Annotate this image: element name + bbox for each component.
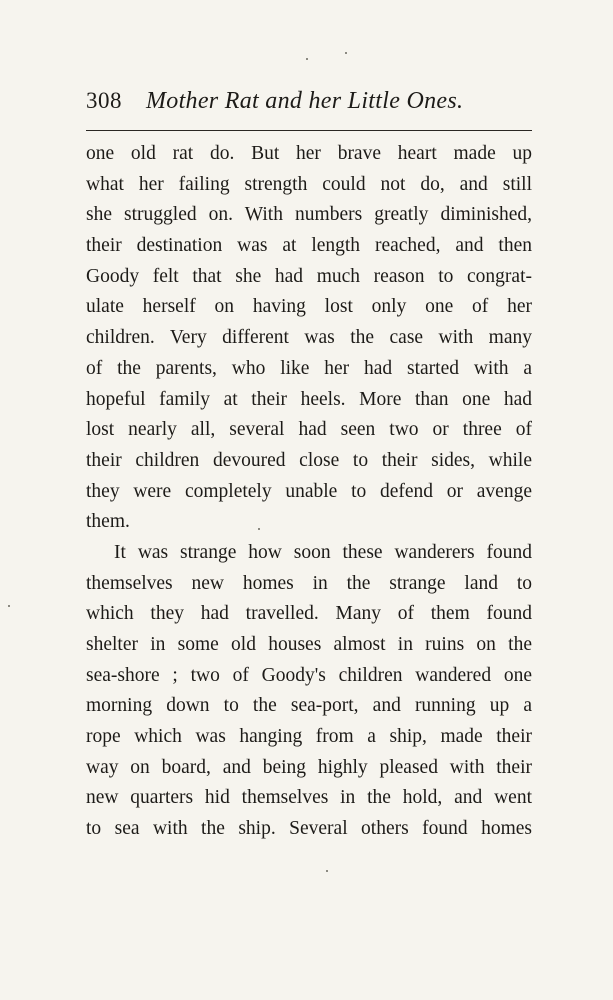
- text-line: Goody felt that she had much reason to congrat-: [86, 265, 532, 287]
- text-line: their destination was at length reached, and then: [86, 235, 532, 257]
- text-line: children. Very different was the case with many: [86, 327, 532, 349]
- paper-speck: [326, 870, 328, 872]
- text-line: their children devoured close to their sides, while: [86, 449, 532, 471]
- text-line: hopeful family at their heels. More than one had: [86, 388, 532, 410]
- paragraph-1: [86, 139, 532, 538]
- running-head: [86, 86, 532, 126]
- header-rule: [86, 130, 532, 131]
- paper-speck: [258, 528, 260, 530]
- paragraph-2: [86, 538, 532, 845]
- text-line: to sea with the ship. Several others found homes: [86, 818, 532, 840]
- text-line: themselves new homes in the strange land to: [86, 572, 532, 594]
- paper-speck: [8, 605, 10, 607]
- running-title: Mother Rat and her Little Ones.: [146, 88, 464, 114]
- text-line: rope which was hanging from a ship, made their: [86, 726, 532, 748]
- text-line: new quarters hid themselves in the hold, and went: [86, 787, 532, 809]
- text-line: they were completely unable to defend or avenge: [86, 480, 532, 502]
- page-number: 308: [86, 88, 122, 113]
- text-line: which they had travelled. Many of them found: [86, 603, 532, 625]
- text-line: one old rat do. But her brave heart made up: [86, 143, 532, 164]
- text-line: them.: [86, 511, 130, 533]
- text-line: she struggled on. With numbers greatly diminished,: [86, 204, 532, 226]
- paper-speck: [345, 52, 347, 54]
- text-line: ulate herself on having lost only one of her: [86, 296, 532, 318]
- text-line: what her failing strength could not do, and still: [86, 173, 532, 195]
- text-line: of the parents, who like her had started with a: [86, 357, 532, 379]
- text-line: way on board, and being highly pleased with their: [86, 756, 532, 778]
- text-line: shelter in some old houses almost in ruins on the: [86, 634, 532, 655]
- paper-speck: [306, 58, 308, 60]
- text-line: sea-shore ; two of Goody's children wandered one: [86, 664, 532, 686]
- text-line: lost nearly all, several had seen two or three of: [86, 419, 532, 441]
- text-line: It was strange how soon these wanderers found: [114, 541, 532, 563]
- text-line: morning down to the sea-port, and running up a: [86, 695, 532, 717]
- body-text: [86, 139, 532, 845]
